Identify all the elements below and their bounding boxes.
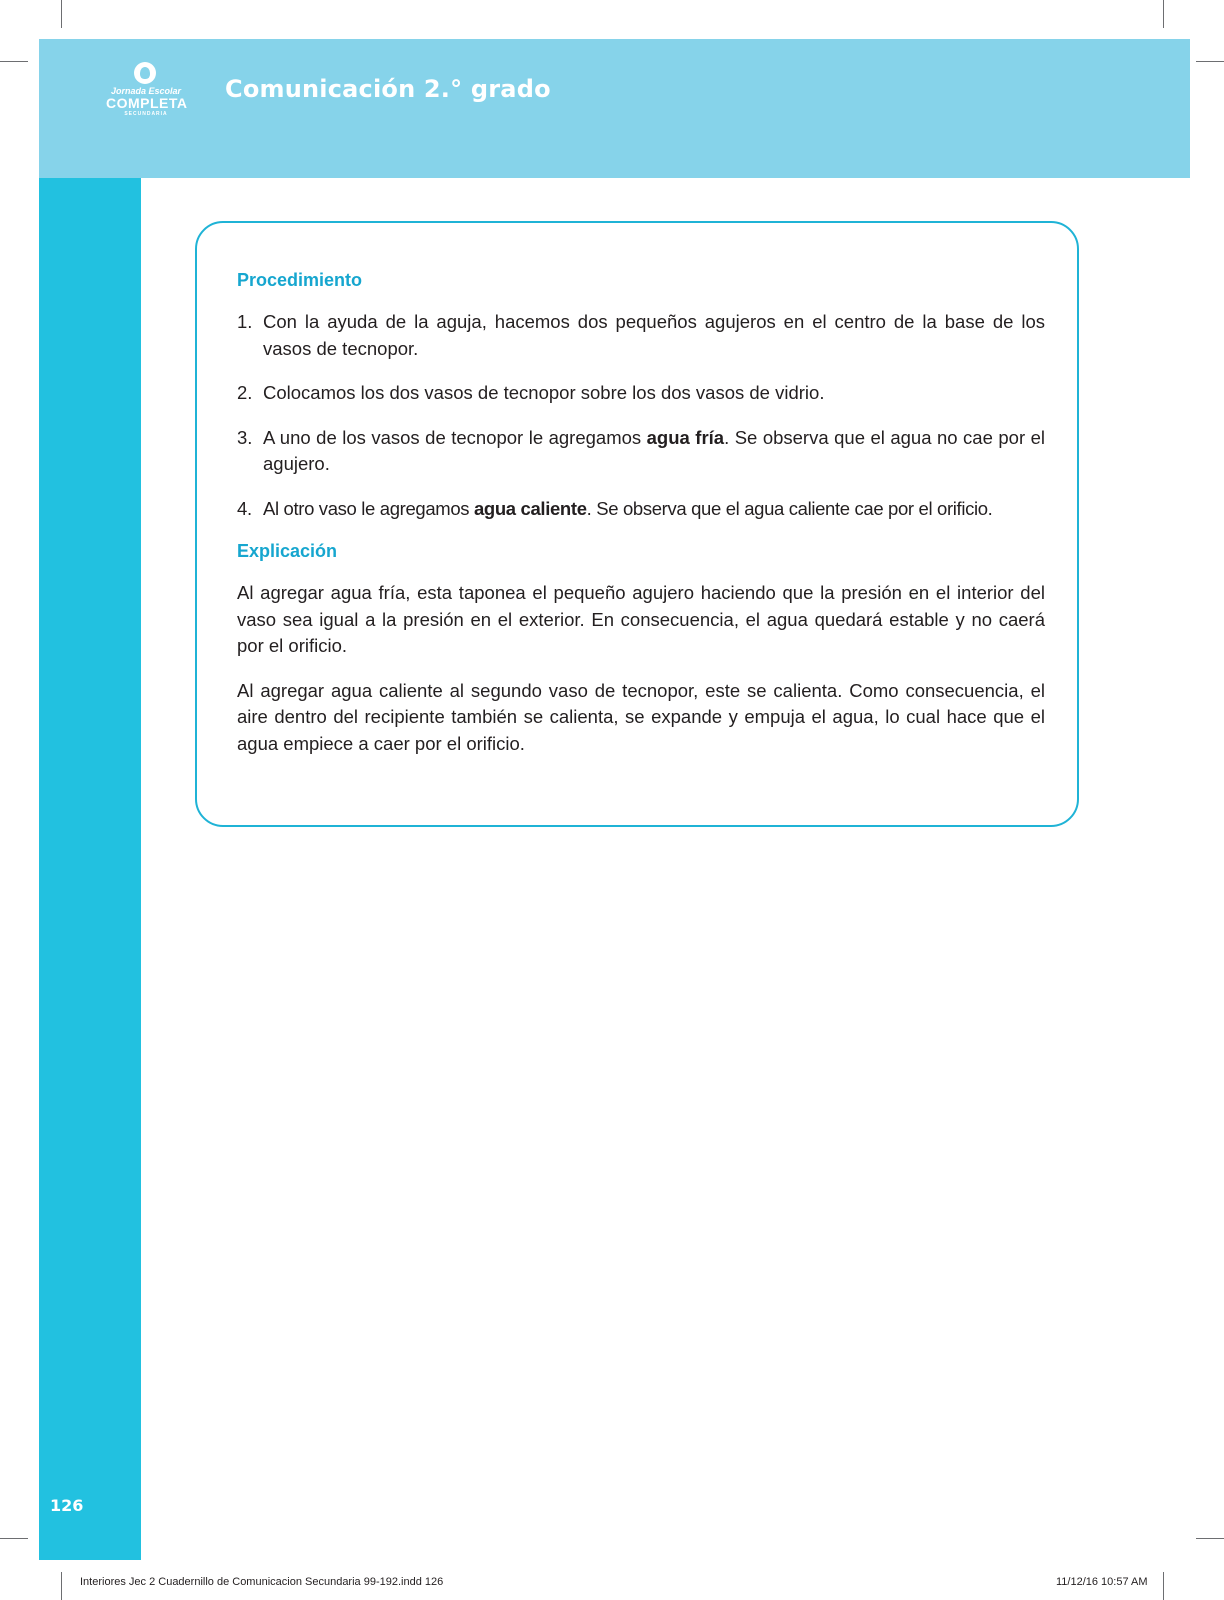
step-text: A uno de los vasos de tecnopor le agregamos xyxy=(263,426,647,448)
footer-file: Interiores Jec 2 Cuadernillo de Comunicacion Secundaria 99-192.indd 126 xyxy=(80,1576,444,1588)
crop-mark xyxy=(1163,1572,1164,1600)
content-box-inner xyxy=(237,269,1045,775)
crop-mark xyxy=(61,1572,62,1600)
page-number: 126 xyxy=(50,1496,84,1515)
logo xyxy=(106,60,186,120)
paragraph: Al agregar agua caliente al segundo vaso de tecnopor, este se calienta. Como consecuencia, el aire dentro del recipiente también se calienta, se expande y empuja el agua, lo cual hace que el agua empiece a caer por el orificio. xyxy=(237,679,1045,754)
footer-timestamp: 11/12/16 10:57 AM xyxy=(1056,1576,1148,1588)
logo-line2: COMPLETA xyxy=(106,95,188,111)
list-item xyxy=(237,425,1045,478)
sun-bulb-icon xyxy=(134,62,156,84)
crop-mark xyxy=(1196,61,1224,62)
steps-list xyxy=(237,309,1045,522)
paragraph: Al agregar agua fría, esta taponea el pequeño agujero haciendo que la presión en el interior del vaso sea igual a la presión en el exterior. En consecuencia, el agua quedará estable y no caerá por el orificio. xyxy=(237,582,1045,656)
page-title: Comunicación 2.° grado xyxy=(225,75,551,103)
step-number: 4. xyxy=(237,497,252,519)
explanation-title: Explicación xyxy=(237,541,338,561)
crop-mark xyxy=(1196,1538,1224,1539)
step-text-after: . Se observa que el agua caliente cae por el orificio. xyxy=(586,497,993,519)
logo-line1: Jornada Escolar xyxy=(110,86,182,96)
step-text: Colocamos los dos vasos de tecnopor sobre los dos vasos de vidrio. xyxy=(263,382,825,403)
crop-mark xyxy=(0,61,28,62)
step-bold: agua caliente xyxy=(473,497,587,519)
crop-mark xyxy=(61,0,62,28)
logo-line3: SECUNDARIA xyxy=(124,111,168,117)
list-item xyxy=(237,380,1045,407)
step-bold: agua fría xyxy=(646,426,725,448)
list-item xyxy=(237,309,1045,362)
step-text: Con la ayuda de la aguja, hacemos dos pequeños agujeros en el centro de la base de los vasos de tecnopor. xyxy=(263,311,1045,359)
crop-mark xyxy=(1163,0,1164,28)
crop-mark xyxy=(0,1538,28,1539)
step-text-after: . Se observa que el agua no cae por el agujero. xyxy=(263,426,1045,474)
step-text: Al otro vaso le agregamos xyxy=(263,497,474,519)
step-number: 2. xyxy=(237,382,253,403)
list-item xyxy=(237,496,1045,523)
step-number: 3. xyxy=(237,426,253,448)
step-number: 1. xyxy=(237,311,253,332)
sidebar-bar xyxy=(39,178,141,1560)
procedure-title: Procedimiento xyxy=(237,270,363,290)
content-box xyxy=(195,221,1079,827)
header-band xyxy=(39,39,1190,178)
